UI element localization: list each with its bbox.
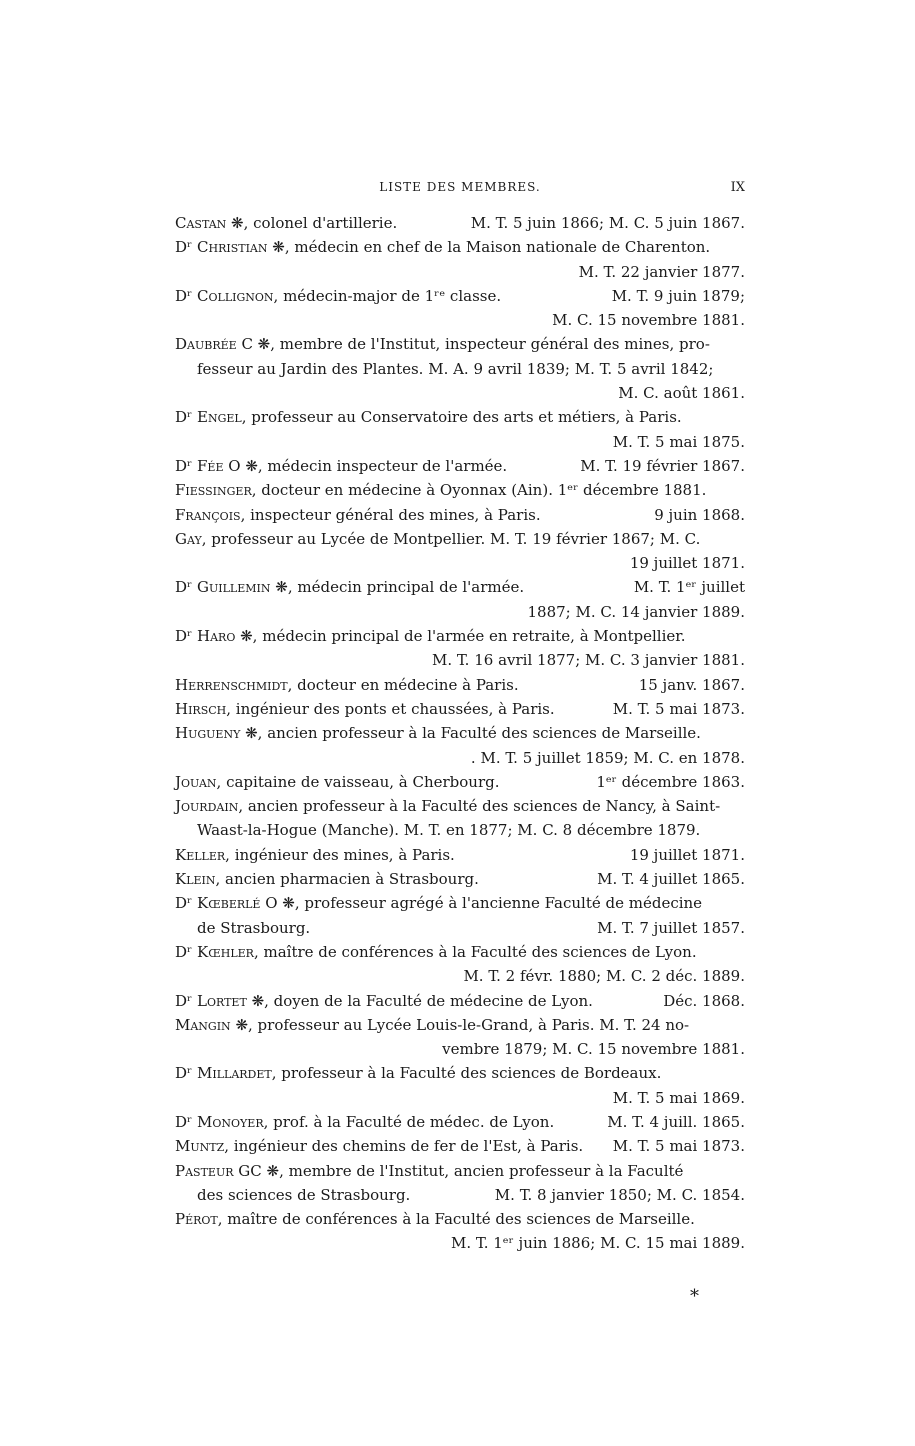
entry-text (175, 770, 500, 794)
entry-line (175, 405, 745, 429)
entry-dates: M. T. 1ᵉʳ juillet (633, 578, 745, 597)
entry-line (175, 964, 745, 988)
entry-fragment: , ingénieur des mines, à Paris. (225, 845, 455, 864)
entry-line (175, 357, 745, 381)
entry-text (618, 384, 745, 402)
entry-text (175, 1134, 583, 1158)
entry-fragment: Dʳ (175, 894, 198, 913)
entry-fragment: , professeur au Lycée de Montpellier. M. T. 19 février 1867; M. C. (201, 529, 701, 548)
entry-line (175, 1110, 745, 1134)
entry-text (463, 967, 745, 985)
member-entry (175, 770, 745, 794)
member-name: Mangin (175, 1015, 231, 1034)
entry-line (175, 746, 745, 770)
entry-line (175, 989, 745, 1013)
entry-fragment: C ❋, membre de l'Institut, inspecteur général des mines, pro- (236, 335, 710, 354)
member-entry (175, 284, 745, 333)
entry-line (175, 721, 745, 745)
member-name: Christian (197, 238, 268, 257)
entry-line (175, 430, 745, 454)
entry-line (175, 1061, 745, 1085)
entry-fragment: M. T. 1ᵉʳ juin 1886; M. C. 15 mai 1889. (451, 1234, 745, 1253)
entry-dates: M. T. 5 mai 1873. (612, 699, 745, 718)
entry-fragment: ❋, professeur au Lycée Louis-le-Grand, à Paris. M. T. 24 no- (230, 1015, 690, 1034)
entry-text (175, 335, 710, 353)
entry-line (175, 770, 745, 794)
entry-fragment: 1887; M. C. 14 janvier 1889. (527, 602, 745, 621)
entry-line (175, 1183, 745, 1207)
entry-text (197, 916, 310, 940)
entry-fragment: , ancien pharmacien à Strasbourg. (215, 870, 479, 889)
signature-mark: * (690, 1286, 699, 1307)
member-name: Monoyer (197, 1112, 264, 1131)
member-entry (175, 843, 745, 867)
entry-fragment: vembre 1879; M. C. 15 novembre 1881. (442, 1040, 745, 1059)
entry-fragment: fesseur au Jardin des Plantes. M. A. 9 avril 1839; M. T. 5 avril 1842; (197, 359, 714, 378)
entry-line (175, 308, 745, 332)
member-entry (175, 624, 745, 673)
entry-line (175, 235, 745, 259)
entry-text (175, 481, 706, 499)
member-entry (175, 940, 745, 989)
member-entry (175, 1013, 745, 1062)
entry-fragment: M. T. 5 mai 1875. (612, 432, 745, 451)
entry-dates: 9 juin 1868. (654, 505, 745, 524)
entry-dates: 15 janv. 1867. (638, 675, 745, 694)
entry-text (175, 575, 524, 599)
member-name: Hugueny (175, 724, 241, 743)
entry-text (175, 843, 455, 867)
member-entry (175, 989, 745, 1013)
entry-fragment: de Strasbourg. (197, 918, 311, 937)
member-name: Kœberlé (197, 894, 261, 913)
member-name: Herrenschmidt (175, 675, 288, 694)
entry-fragment: Dʳ (175, 456, 198, 475)
entry-line (175, 1134, 745, 1158)
entry-line (175, 843, 745, 867)
member-name: Fiessinger (175, 481, 252, 500)
entry-fragment: O ❋, médecin inspecteur de l'armée. (223, 456, 508, 475)
entry-fragment: ❋, ancien professeur à la Faculté des sciences de Marseille. (240, 724, 701, 743)
entry-line (175, 1086, 745, 1110)
entry-text (630, 554, 745, 572)
entry-dates: M. T. 19 février 1867. (580, 456, 745, 475)
member-entry (175, 405, 745, 454)
member-name: Lortet (197, 991, 247, 1010)
entry-text (175, 894, 702, 912)
entry-fragment: . M. T. 5 juillet 1859; M. C. en 1878. (470, 748, 745, 767)
header-title: LISTE DES MEMBRES. (379, 180, 541, 194)
member-name: Hirsch (175, 699, 227, 718)
member-entry (175, 1159, 745, 1208)
entry-fragment: des sciences de Strasbourg. (197, 1185, 411, 1204)
entry-line (175, 624, 745, 648)
member-name: Gay (175, 529, 202, 548)
entry-fragment: Dʳ (175, 238, 198, 257)
member-entry (175, 503, 745, 527)
entry-line (175, 891, 745, 915)
entry-fragment: Dʳ (175, 1112, 198, 1131)
entry-fragment: Dʳ (175, 286, 198, 305)
entry-text (175, 797, 720, 815)
entry-line (175, 551, 745, 575)
entry-line (175, 284, 745, 308)
member-list (175, 211, 745, 1256)
member-entry (175, 211, 745, 235)
entry-line (175, 211, 745, 235)
entry-text (175, 1210, 695, 1228)
member-name: Millardet (197, 1064, 272, 1083)
entry-fragment: ❋, médecin principal de l'armée. (270, 578, 525, 597)
member-entry (175, 575, 745, 624)
entry-text (175, 454, 507, 478)
member-entry (175, 527, 745, 576)
entry-fragment: M. C. 15 novembre 1881. (552, 311, 745, 330)
entry-text (175, 530, 700, 548)
entry-fragment: , médecin-major de 1ʳᵉ classe. (273, 286, 502, 305)
member-entry (175, 721, 745, 770)
entry-text (613, 433, 745, 451)
entry-line (175, 916, 745, 940)
member-name: Jourdain (175, 797, 239, 816)
entry-text (175, 503, 541, 527)
entry-dates: M. T. 9 juin 1879; (611, 286, 745, 305)
entry-fragment: , capitaine de vaisseau, à Cherbourg. (216, 772, 500, 791)
entry-text (175, 627, 686, 645)
entry-dates: M. T. 5 mai 1873. (612, 1137, 745, 1156)
entry-line (175, 575, 745, 599)
member-entry (175, 454, 745, 478)
page-number: IX (730, 180, 745, 195)
member-entry (175, 1207, 745, 1256)
member-entry (175, 1110, 745, 1134)
member-entry (175, 1134, 745, 1158)
member-name: Pasteur (175, 1161, 234, 1180)
entry-text (432, 651, 745, 669)
entry-fragment: , docteur en médecine à Oyonnax (Ain). 1ᵉʳ décembre 1881. (251, 481, 707, 500)
member-name: Haro (197, 627, 236, 646)
entry-line (175, 454, 745, 478)
entry-line (175, 1037, 745, 1061)
member-name: Pérot (175, 1210, 218, 1229)
entry-fragment: M. T. 22 janvier 1877. (578, 262, 745, 281)
entry-fragment: Dʳ (175, 942, 198, 961)
entry-fragment: , maître de conférences à la Faculté des sciences de Lyon. (253, 942, 697, 961)
entry-text (197, 1183, 410, 1207)
entry-fragment: M. T. 16 avril 1877; M. C. 3 janvier 1881. (431, 651, 745, 670)
entry-text (442, 1040, 745, 1058)
entry-dates: M. T. 4 juillet 1865. (597, 870, 745, 889)
entry-text (579, 263, 745, 281)
entry-line (175, 867, 745, 891)
member-entry (175, 235, 745, 284)
entry-fragment: ❋, médecin principal de l'armée en retraite, à Montpellier. (235, 627, 686, 646)
entry-line (175, 527, 745, 551)
entry-text (175, 408, 682, 426)
entry-line (175, 794, 745, 818)
entry-fragment: Dʳ (175, 627, 198, 646)
entry-line (175, 697, 745, 721)
member-name: Castan (175, 214, 227, 232)
member-entry (175, 332, 745, 405)
entry-dates: 19 juillet 1871. (629, 845, 745, 864)
member-name: Daubrée (175, 335, 237, 354)
member-name: Collignon (197, 286, 274, 305)
entry-text (175, 1064, 661, 1082)
entry-text (527, 603, 745, 621)
entry-text (175, 989, 593, 1013)
entry-fragment: Dʳ (175, 1064, 198, 1083)
entry-line (175, 818, 745, 842)
entry-fragment: M. C. août 1861. (618, 384, 745, 403)
entry-text (175, 943, 697, 961)
entry-line (175, 648, 745, 672)
member-entry (175, 478, 745, 502)
entry-fragment: , docteur en médecine à Paris. (287, 675, 519, 694)
entry-line (175, 940, 745, 964)
entry-text (175, 211, 397, 235)
entry-line (175, 673, 745, 697)
entry-line (175, 503, 745, 527)
entry-line (175, 381, 745, 405)
entry-dates: M. T. 8 janvier 1850; M. C. 1854. (494, 1185, 745, 1204)
member-name: Klein (175, 870, 216, 889)
entry-line (175, 260, 745, 284)
entry-dates: M. T. 7 juillet 1857. (597, 918, 745, 937)
member-entry (175, 891, 745, 940)
entry-line (175, 1207, 745, 1231)
entry-text (451, 1234, 745, 1252)
entry-fragment: , ingénieur des chemins de fer de l'Est, à Paris. (224, 1137, 584, 1156)
entry-text (613, 1089, 745, 1107)
entry-text (197, 360, 713, 378)
entry-text (175, 724, 701, 742)
entry-text (175, 1162, 683, 1180)
entry-fragment: Waast-la-Hogue (Manche). M. T. en 1877; M. C. 8 décembre 1879. (197, 821, 701, 840)
entry-dates: 1ᵉʳ décembre 1863. (596, 772, 745, 791)
member-entry (175, 673, 745, 697)
member-name: Fée (197, 456, 224, 475)
entry-text (175, 1016, 689, 1034)
running-header (175, 180, 745, 204)
entry-text (175, 867, 479, 891)
member-name: Kœhler (197, 942, 254, 961)
entry-text (175, 1110, 554, 1134)
entry-fragment: Dʳ (175, 408, 198, 427)
entry-text (175, 284, 501, 308)
entry-fragment: , ancien professeur à la Faculté des sciences de Nancy, à Saint- (238, 797, 721, 816)
entry-fragment: O ❋, professeur agrégé à l'ancienne Faculté de médecine (260, 894, 703, 913)
member-name: François (175, 505, 241, 524)
entry-fragment: , prof. à la Faculté de médec. de Lyon. (263, 1112, 555, 1131)
member-entry (175, 867, 745, 891)
entry-dates: M. T. 5 juin 1866; M. C. 5 juin 1867. (470, 214, 745, 232)
entry-text (552, 311, 745, 329)
entry-fragment: M. T. 5 mai 1869. (612, 1088, 745, 1107)
entry-line (175, 1159, 745, 1183)
entry-fragment: M. T. 2 févr. 1880; M. C. 2 déc. 1889. (463, 967, 745, 986)
entry-line (175, 600, 745, 624)
member-entry (175, 794, 745, 843)
entry-line (175, 1013, 745, 1037)
entry-fragment: , professeur au Conservatoire des arts et métiers, à Paris. (241, 408, 682, 427)
entry-fragment: , professeur à la Faculté des sciences de Bordeaux. (271, 1064, 662, 1083)
entry-dates: M. T. 4 juill. 1865. (607, 1112, 745, 1131)
member-entry (175, 697, 745, 721)
entry-text (471, 749, 745, 767)
entry-line (175, 332, 745, 356)
entry-fragment: Dʳ (175, 991, 198, 1010)
member-name: Keller (175, 845, 226, 864)
entry-fragment: 19 juillet 1871. (629, 554, 745, 573)
entry-text (175, 697, 555, 721)
member-name: Muntz (175, 1137, 225, 1156)
entry-fragment: , ingénieur des ponts et chaussées, à Paris. (226, 699, 555, 718)
entry-line (175, 1231, 745, 1255)
entry-fragment: Dʳ (175, 578, 198, 597)
entry-text (175, 673, 519, 697)
entry-text (197, 821, 700, 839)
entry-fragment: GC ❋, membre de l'Institut, ancien professeur à la Faculté (233, 1161, 684, 1180)
entry-line (175, 478, 745, 502)
entry-fragment: , maître de conférences à la Faculté des sciences de Marseille. (217, 1210, 695, 1229)
entry-text (175, 238, 710, 256)
entry-fragment: ❋, doyen de la Faculté de médecine de Lyon. (246, 991, 593, 1010)
member-name: Jouan (175, 772, 217, 791)
member-name: Engel (197, 408, 242, 427)
entry-fragment: ❋, colonel d'artillerie. (226, 214, 398, 232)
entry-fragment: , inspecteur général des mines, à Paris. (240, 505, 541, 524)
member-name: Guillemin (197, 578, 271, 597)
entry-dates: Déc. 1868. (663, 991, 745, 1010)
entry-fragment: ❋, médecin en chef de la Maison nationale de Charenton. (267, 238, 711, 257)
member-entry (175, 1061, 745, 1110)
